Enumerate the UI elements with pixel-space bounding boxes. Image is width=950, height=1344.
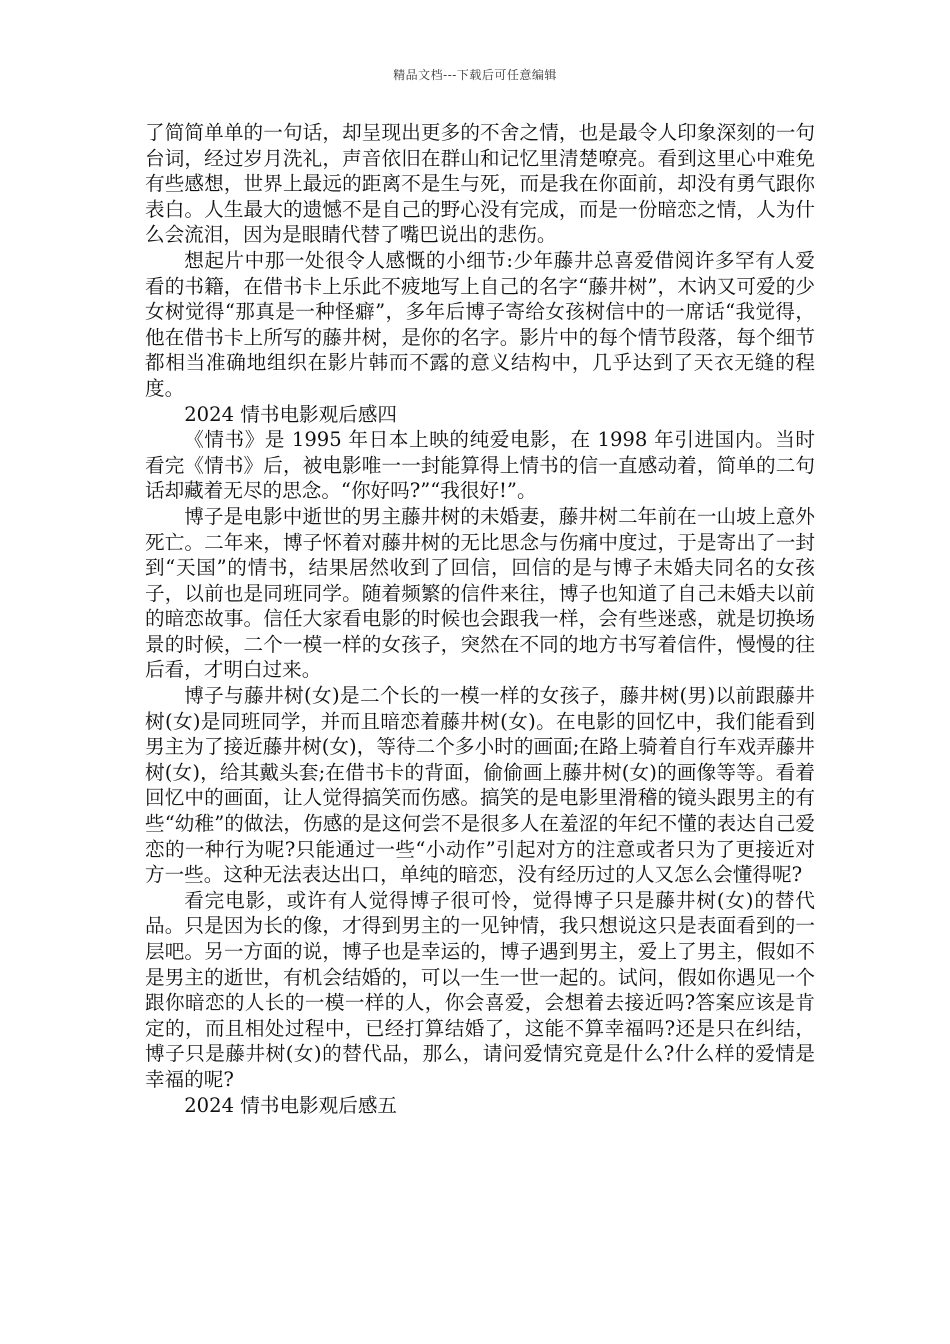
paragraph-itsuki: 博子与藤井树(女)是二个长的一模一样的女孩子，藤井树(男)以前跟藤井树(女)是同班同学，并而且暗恋着藤井树(女)。在电影的回忆中，我们能看到男主为了接近藤井树(女)，等待二个多小时的画面;在路上骑着自行车戏弄藤井树(女)，给其戴头套;在借书卡的背面，偷偷画上藤井树(女)的画像等等。看着回忆中的画面，让人觉得搞笑而伤感。搞笑的是电影里滑稽的镜头跟男主的有些“幼稚”的做法，伤感的是这何尝不是很多人在羞涩的年纪不懂的表达自己爱恋的一种行为呢?只能通过一些“小动作”引起对方的注意或者只为了更接近对方一些。这种无法表达出口，单纯的暗恋，没有经历过的人又怎么会懂得呢? [145,684,815,887]
document-body [145,120,815,1118]
page-header: 精品文档---下载后可任意编辑 [393,68,557,82]
paragraph-hiroko: 博子是电影中逝世的男主藤井树的未婚妻，藤井树二年前在一山坡上意外死亡。二年来，博子怀着对藤井树的无比思念与伤痛中度过，于是寄出了一封到“天国”的情书，结果居然收到了回信，回信的是与博子未婚夫同名的女孩子，以前也是同班同学。随着频繁的信件来往，博子也知道了自己未婚夫以前的暗恋故事。信任大家看电影的时候也会跟我一样，会有些迷惑，就是切换场景的时候，二个一模一样的女孩子，突然在不同的地方书写着信件，慢慢的往后看，才明白过来。 [145,504,815,682]
section-heading-4: 2024 情书电影观后感四 [184,402,398,426]
paragraph-continuation: 了简简单单的一句话，却呈现出更多的不舍之情，也是最令人印象深刻的一句台词，经过岁月洗礼，声音依旧在群山和记忆里清楚嘹亮。看到这里心中难免有些感想，世界上最远的距离不是生与死，而是我在你面前，却没有勇气跟你表白。人生最大的遗憾不是自己的野心没有完成，而是一份暗恋之情，人为什么会流泪，因为是眼睛代替了嘴巴说出的悲伤。 [145,121,815,247]
paragraph-reflection: 看完电影，或许有人觉得博子很可怜，觉得博子只是藤井树(女)的替代品。只是因为长的像，才得到男主的一见钟情，我只想说这只是表面看到的一层吧。另一方面的说，博子也是幸运的，博子遇到男主，爱上了男主，假如不是男主的逝世，有机会结婚的，可以一生一世一起的。试问，假如你遇见一个跟你暗恋的人长的一模一样的人，你会喜爱，会想着去接近吗?答案应该是肯定的，而且相处过程中，已经打算结婚了，这能不算幸福吗?还是只在纠结，博子只是藤井树(女)的替代品，那么，请问爱情究竟是什么?什么样的爱情是幸福的呢? [145,888,815,1091]
paragraph-intro: 《情书》是 1995 年日本上映的纯爱电影，在 1998 年引进国内。当时看完《情书》后，被电影唯一一封能算得上情书的信一直感动着，简单的二句话却藏着无尽的思念。“你好吗?”“我很好!”。 [145,428,815,503]
paragraph-detail: 想起片中那一处很令人感慨的小细节:少年藤井总喜爱借阅许多罕有人爱看的书籍，在借书卡上乐此不疲地写上自己的名字“藤井树”，木讷又可爱的少女树觉得“那真是一种怪癖”，多年后博子寄给女孩树信中的一席话“我觉得，他在借书卡上所写的藤井树，是你的名字。影片中的每个情节段落，每个细节都相当准确地组织在影片韩而不露的意义结构中，几乎达到了天衣无缝的程度。 [145,248,815,400]
section-heading-5: 2024 情书电影观后感五 [184,1093,398,1117]
